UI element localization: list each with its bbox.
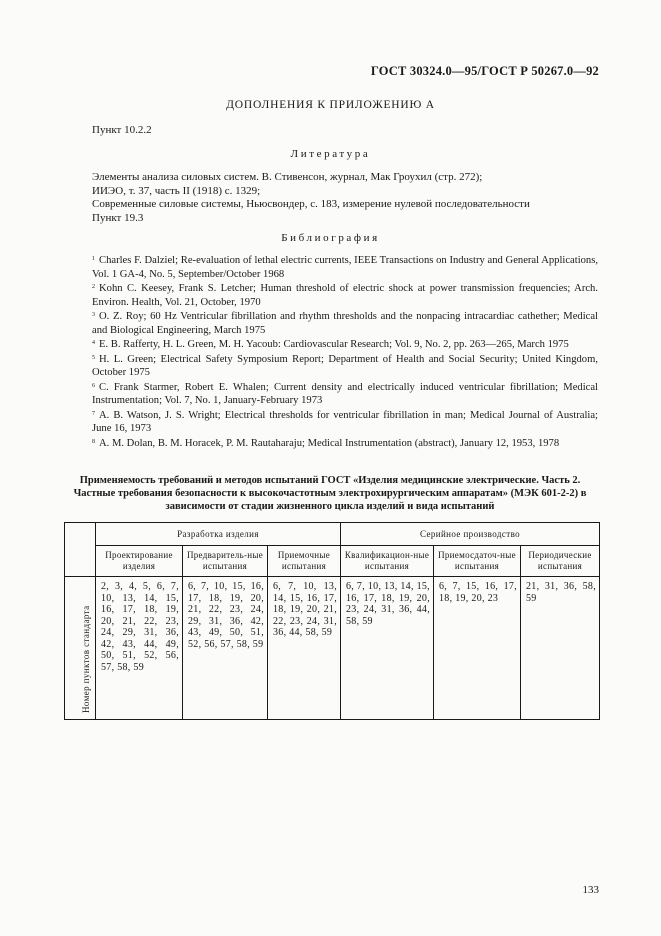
applicability-table [64, 522, 600, 720]
literature-line: ИИЭО, т. 37, часть II (1918) с. 1329; [92, 184, 261, 197]
bibliography-text: Kohn C. Keesey, Frank S. Letcher; Human threshold of electric shock at power transmission frequencies; Arch. Environ. Health, Vol. 21, October, 1970 [92, 283, 598, 308]
row-label-cell [65, 577, 96, 720]
footnote-number: 2 [92, 284, 95, 290]
literature-line: Современные силовые системы, Ньюсвондер, с. 183, измерение нулевой последовательности [92, 198, 530, 210]
bibliography-text: Charles F. Dalziel; Re-evaluation of lethal electric currents, IEEE Transactions on Industry and General Applications, Vol. 1 GA-4, No. 5, September/October 1968 [92, 255, 598, 280]
group-header-production: Серийное производство [341, 523, 600, 546]
footnote-number: 4 [92, 340, 95, 346]
table-cell: 2, 3, 4, 5, 6, 7, 10, 13, 14, 15, 16, 17, 18, 19, 20, 21, 22, 23, 24, 29, 31, 36, 42, 43, 44, 49, 50, 51, 52, 56, 57, 58, 59 [96, 577, 183, 720]
row-label: Номер пунктов стандарта [81, 605, 91, 713]
literature-heading: Литература [290, 148, 371, 160]
bibliography-text: H. L. Green; Electrical Safety Symposium Report; Department of Health and Social Security; United Kingdom, October 1975 [92, 353, 598, 378]
bibliography-item [92, 436, 598, 451]
clause-reference: Пункт 10.2.2 [92, 124, 152, 136]
column-header: Проектирование изделия [96, 546, 183, 577]
group-header-development: Разработка изделия [96, 523, 341, 546]
literature-list [92, 171, 592, 225]
footnote-number: 7 [92, 410, 95, 417]
page-title: ДОПОЛНЕНИЯ К ПРИЛОЖЕНИЮ А [226, 99, 435, 111]
column-header: Приемосдаточ-ные испытания [434, 546, 521, 577]
footnote-number: 5 [92, 354, 95, 361]
page-number: 133 [582, 884, 599, 896]
bibliography-text: A. B. Watson, J. S. Wright; Electrical thresholds for ventricular fibrillation in man; Medical Journal of Australia; June 16, 1973 [92, 409, 598, 434]
table-cell: 6, 7, 10, 15, 16, 17, 18, 19, 20, 21, 22, 23, 24, 29, 31, 36, 42, 43, 49, 50, 51, 52, 56, 57, 58, 59 [183, 577, 268, 720]
footnote-number: 3 [92, 312, 95, 318]
literature-line: Пункт 19.3 [92, 211, 144, 224]
document-header: ГОСТ 30324.0—95/ГОСТ Р 50267.0—92 [370, 64, 599, 78]
bibliography-item [92, 253, 598, 281]
table-cell: 6, 7, 10, 13, 14, 15, 16, 17, 18, 19, 20, 21, 22, 23, 24, 31, 36, 44, 58, 59 [268, 577, 341, 720]
table-cell: 21, 31, 36, 58, 59 [521, 577, 600, 720]
table-title: Применяемость требований и методов испытаний ГОСТ «Изделия медицинские электрические. Часть 2. Частные требования безопасности к высокочастотным электрохирургическим аппаратам» (МЭК 601-2-2) в зависимости от стадии жизненного цикла изделий и вида испытаний [73, 475, 587, 512]
table-cell: 6, 7, 10, 13, 14, 15, 16, 17, 18, 19, 20, 23, 24, 31, 36, 44, 58, 59 [341, 577, 434, 720]
bibliography-item [92, 309, 598, 337]
bibliography-item [92, 380, 598, 408]
column-header: Периодические испытания [521, 546, 600, 577]
bibliography-text: A. M. Dolan, B. M. Horacek, P. M. Rautaharaju; Medical Instrumentation (abstract), January 12, 1953, 1978 [99, 437, 560, 449]
bibliography-item [92, 352, 598, 380]
footnote-number: 6 [92, 382, 95, 389]
column-header: Предваритель-ные испытания [183, 546, 268, 577]
bibliography-text: O. Z. Roy; 60 Hz Ventricular fibrillation and rhythm thresholds and the nonpacing intracardiac cathether; Medical and Biological Engineering, March 1975 [92, 311, 598, 336]
bibliography-text: E. B. Rafferty, H. L. Green, M. H. Yacoub: Cardiovascular Research; Vol. 9, No. 2, pp. 263—265, March 1975 [99, 339, 569, 350]
footnote-number: 8 [92, 438, 95, 445]
bibliography-item [92, 281, 598, 309]
column-header: Приемочные испытания [268, 546, 341, 577]
footnote-number: 1 [92, 256, 95, 262]
bibliography-item [92, 337, 598, 352]
bibliography-heading: Библиография [281, 232, 380, 244]
literature-line: Элементы анализа силовых систем. В. Стивенсон, журнал, Мак Гроухил (стр. 272); [92, 171, 483, 183]
bibliography-item [92, 408, 598, 436]
bibliography-list [92, 253, 598, 450]
column-header: Квалификацион-ные испытания [341, 546, 434, 577]
table-cell: 6, 7, 15, 16, 17, 18, 19, 20, 23 [434, 577, 521, 720]
bibliography-text: C. Frank Starmer, Robert E. Whalen; Current density and electrically induced ventricular fibrillation; Medical Instrumentation; Vol. 7, No. 1, January-February 1973 [92, 381, 598, 406]
table-corner-cell [65, 523, 96, 577]
